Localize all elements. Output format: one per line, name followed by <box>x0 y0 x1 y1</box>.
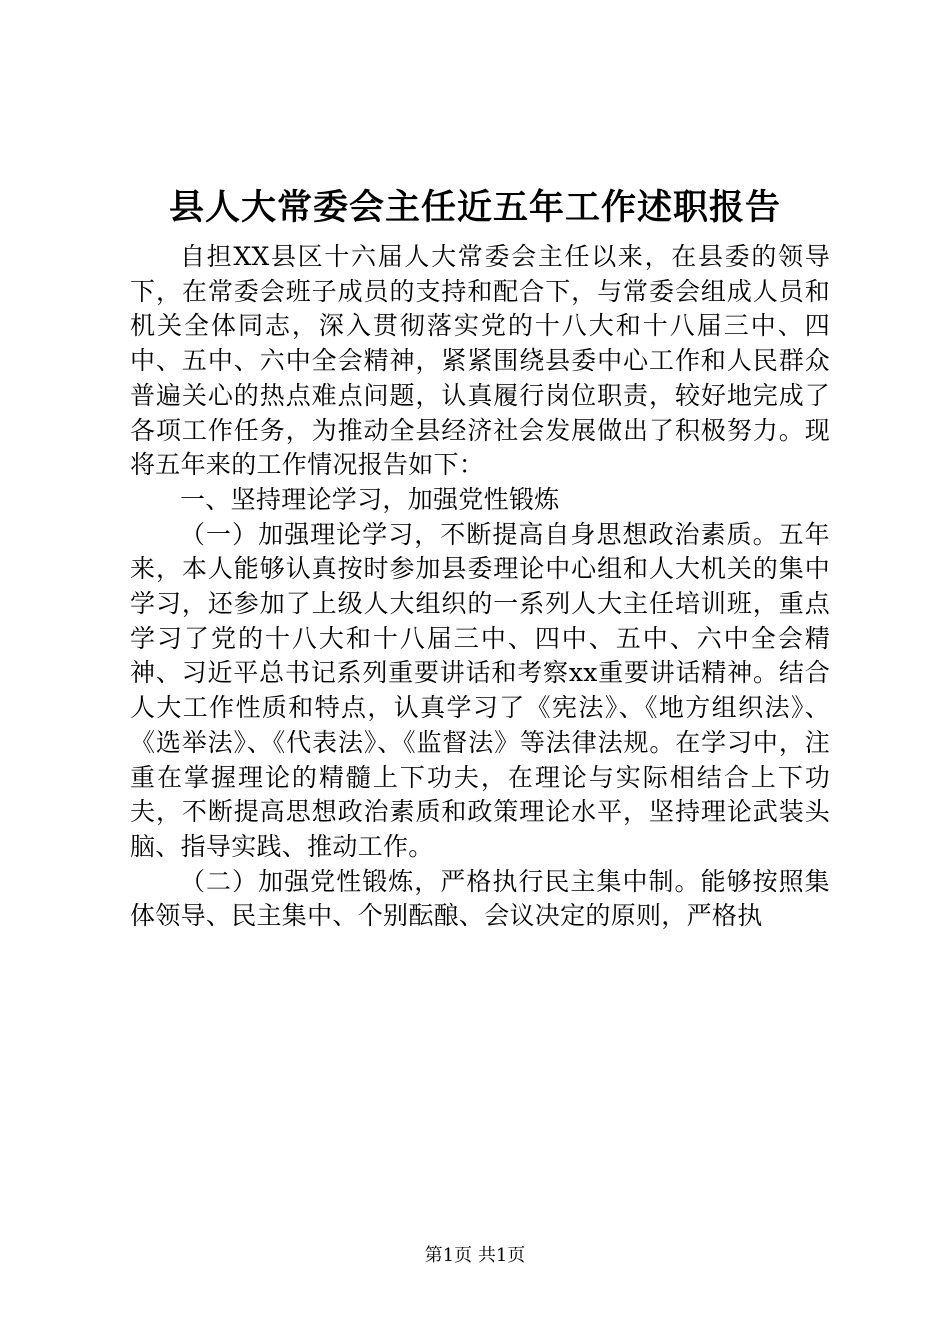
document-body <box>130 240 830 934</box>
paragraph-subsection-2: （二）加强党性锻炼，严格执行民主集中制。能够按照集体领导、民主集中、个别酝酿、会议决定的原则，严格执 <box>130 866 830 931</box>
section-heading-1: 一、坚持理论学习，加强党性锻炼 <box>180 484 560 514</box>
paragraph-intro: 自担XX县区十六届人大常委会主任以来，在县委的领导下，在常委会班子成员的支持和配合下，与常委会组成人员和机关全体同志，深入贯彻落实党的十八大和十八届三中、四中、五中、六中全会精神，紧紧围绕县委中心工作和人民群众普遍关心的热点难点问题，认真履行岗位职责，较好地完成了各项工作任务，为推动全县经济社会发展做出了积极努力。现将五年来的工作情况报告如下： <box>130 242 830 480</box>
page-footer: 第1页 共1页 <box>424 1245 526 1266</box>
paragraph-subsection-1: （一）加强理论学习，不断提高自身思想政治素质。五年来，本人能够认真按时参加县委理论中心组和人大机关的集中学习，还参加了上级人大组织的一系列人大主任培训班，重点学习了党的十八大和十八届三中、四中、五中、六中全会精神、习近平总书记系列重要讲话和考察xx重要讲话精神。结合人大工作性质和特点，认真学习了《宪法》、《地方组织法》、《选举法》、《代表法》、《监督法》等法律法规。在学习中，注重在掌握理论的精髓上下功夫，在理论与实际相结合上下功夫，不断提高思想政治素质和政策理论水平，坚持理论武装头脑、指导实践、推动工作。 <box>130 519 830 861</box>
document-title: 县人大常委会主任近五年工作述职报告 <box>168 187 781 228</box>
